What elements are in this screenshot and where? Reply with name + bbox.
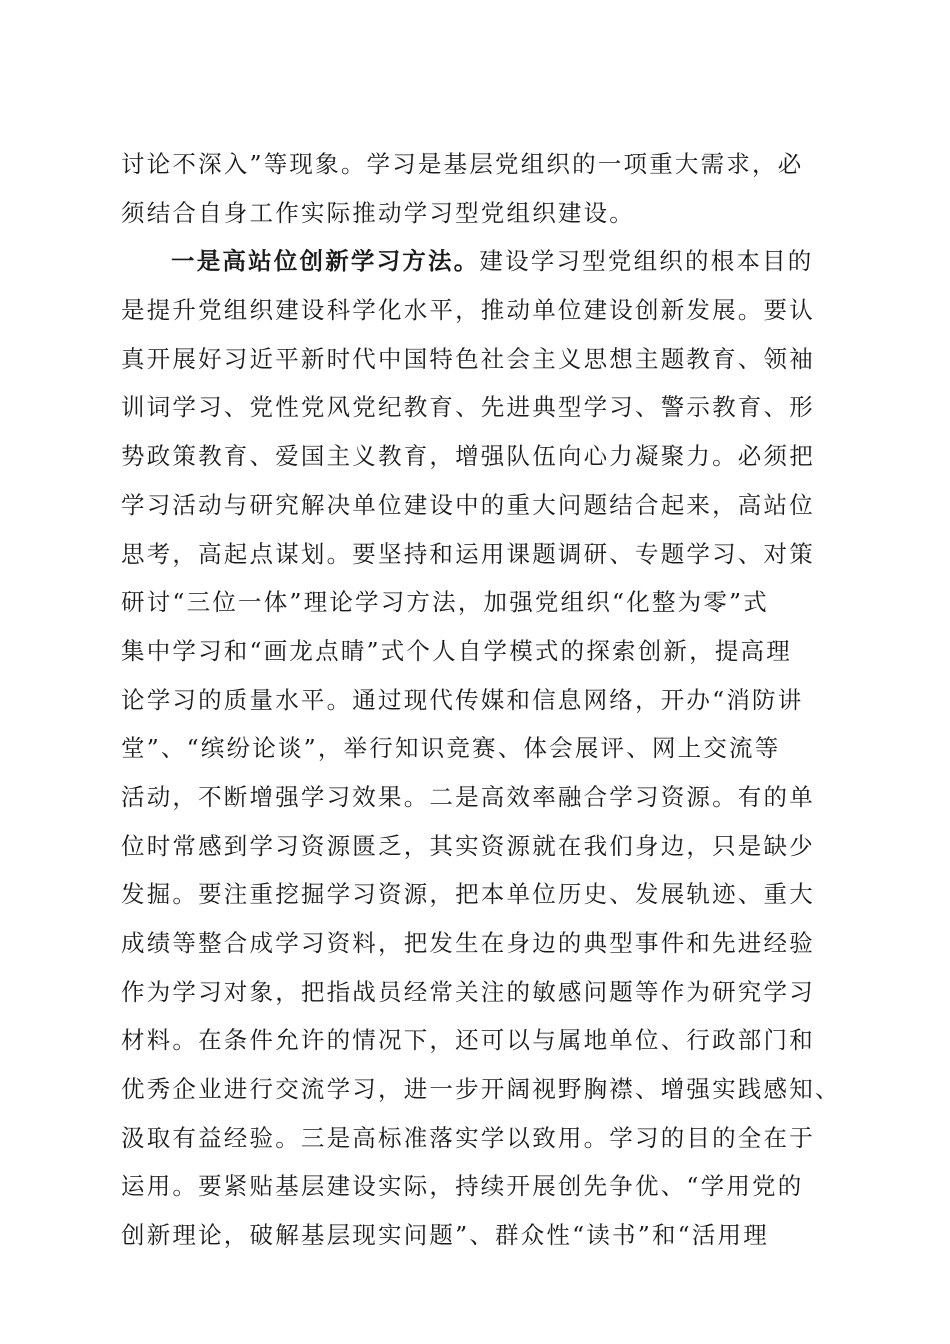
text-line-2: 须结合自身工作实际推动学习型党组织建设。	[121, 198, 635, 227]
text-line-7: 势政策教育、爱国主义教育，增强队伍向心力凝聚力。必须把	[121, 442, 815, 471]
text-line-4: 是提升党组织建设科学化水平，推动单位建设创新发展。要认	[121, 296, 815, 325]
text-line-3: 建设学习型党组织的根本目的	[479, 247, 814, 276]
text-line-6: 训词学习、党性党风党纪教育、先进典型学习、警示教育、形	[121, 393, 815, 422]
text-line-15: 位时常感到学习资源匮乏，其实资源就在我们身边，只是缺少	[121, 831, 815, 860]
text-line-8: 学习活动与研究解决单位建设中的重大问题结合起来，高站位	[121, 490, 815, 519]
text-line-13: 堂”、“缤纷论谈”，举行知识竞赛、体会展评、网上交流等	[121, 734, 781, 763]
text-line-1: 讨论不深入”等现象。学习是基层党组织的一项重大需求，必	[121, 150, 804, 178]
document-body	[121, 140, 841, 1260]
text-line-16: 发掘。要注重挖掘学习资源，把本单位历史、发展轨迹、重大	[121, 880, 815, 909]
text-line-11: 集中学习和“画龙点睛”式个人自学模式的探索创新，提高理	[121, 636, 792, 665]
text-line-5: 真开展好习近平新时代中国特色社会主义思想主题教育、领袖	[121, 344, 815, 373]
text-line-20: 优秀企业进行交流学习，进一步开阔视野胸襟、增强实践感知、	[121, 1075, 841, 1104]
text-line-18: 作为学习对象，把指战员经常关注的敏感问题等作为研究学习	[121, 977, 815, 1006]
section-heading-1: 一是高站位创新学习方法。	[171, 247, 480, 276]
text-line-17: 成绩等整合成学习资料，把发生在身边的典型事件和先进经验	[121, 929, 815, 957]
text-line-9: 思考，高起点谋划。要坚持和运用课题调研、专题学习、对策	[121, 539, 815, 568]
text-line-14: 活动，不断增强学习效果。二是高效率融合学习资源。有的单	[121, 782, 815, 811]
paragraph-start-line	[121, 237, 833, 286]
text-line-23: 创新理论，破解基层现实问题”、群众性“读书”和“活用理	[121, 1221, 769, 1250]
text-line-22: 运用。要紧贴基层建设实际，持续开展创先争优、“学用党的	[121, 1172, 804, 1201]
text-line-12: 论学习的质量水平。通过现代传媒和信息网络，开办“消防讲	[121, 685, 804, 714]
text-line-21: 汲取有益经验。三是高标准落实学以致用。学习的目的全在于	[121, 1123, 815, 1152]
text-line-10: 研讨“三位一体”理论学习方法，加强党组织“化整为零”式	[121, 588, 769, 617]
text-line-19: 材料。在条件允许的情况下，还可以与属地单位、行政部门和	[121, 1026, 815, 1055]
